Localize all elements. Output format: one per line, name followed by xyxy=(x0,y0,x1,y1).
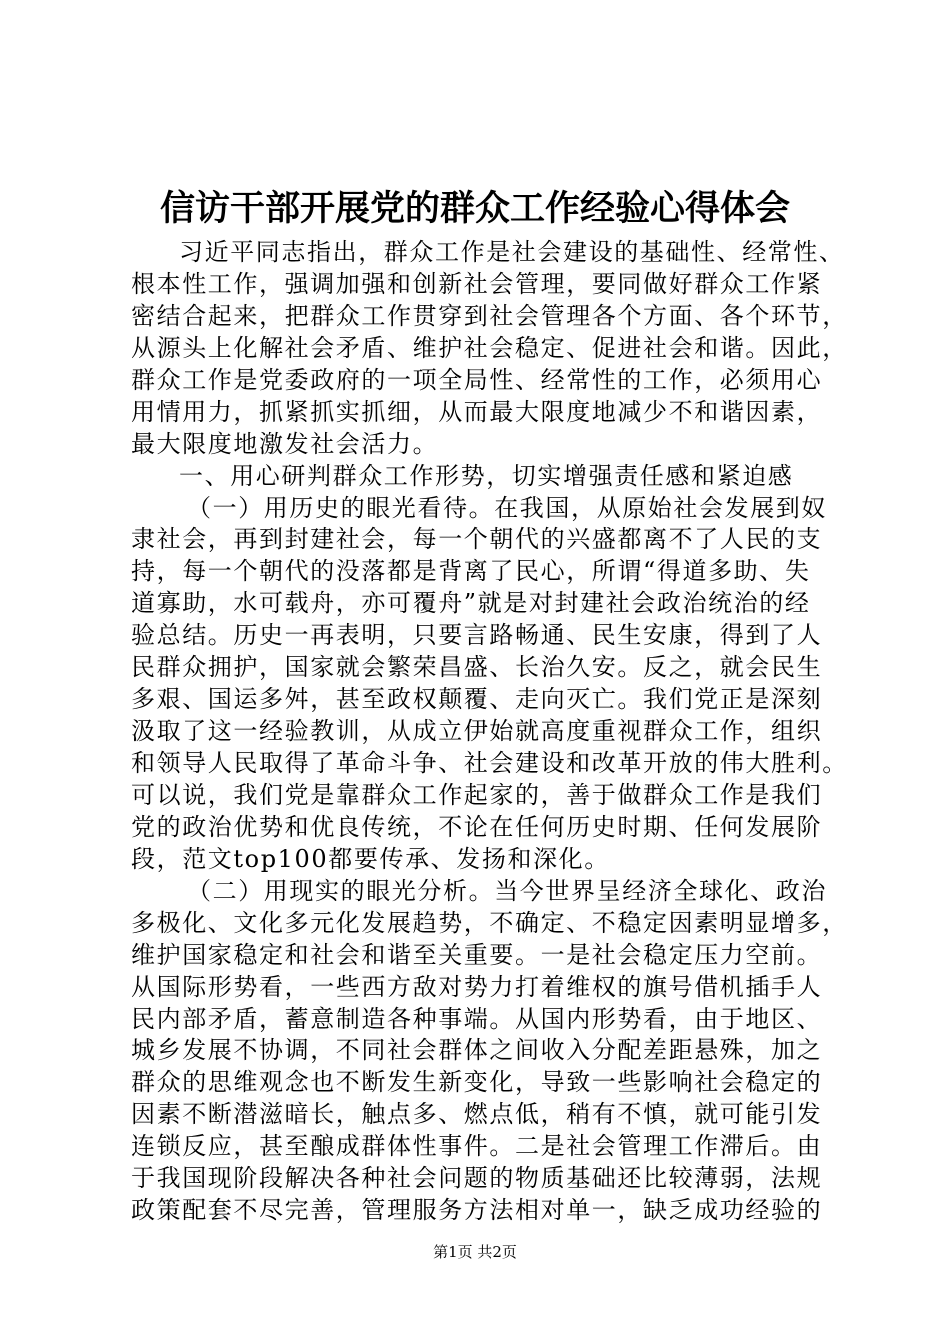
paragraph-line: 因素不断潜滋暗长，触点多、燃点低，稍有不慎，就可能引发 xyxy=(131,1100,823,1129)
paragraph-line: 党的政治优势和优良传统，不论在任何历史时期、任何发展阶 xyxy=(131,812,823,841)
paragraph-line: 根本性工作，强调加强和创新社会管理，要同做好群众工作紧 xyxy=(131,269,823,298)
paragraph-line: 隶社会，再到封建社会，每一个朝代的兴盛都离不了人民的支 xyxy=(131,525,823,554)
paragraph-line: 密结合起来，把群众工作贯穿到社会管理各个方面、各个环节， xyxy=(131,301,848,330)
page-number: 第1页 共2页 xyxy=(433,1243,517,1261)
paragraph-line: 验总结。历史一再表明，只要言路畅通、民生安康，得到了人 xyxy=(131,621,823,650)
subsection-line: （一）用历史的眼光看待。在我国，从原始社会发展到奴 xyxy=(187,493,827,522)
paragraph-line: 持，每一个朝代的没落都是背离了民心，所谓“得道多助、失 xyxy=(131,557,811,586)
document-title: 信访干部开展党的群众工作经验心得体会 xyxy=(159,188,790,229)
paragraph-line: 道寡助，水可载舟，亦可覆舟”就是对封建社会政治统治的经 xyxy=(131,589,811,618)
paragraph-line: 和领导人民取得了革命斗争、社会建设和改革开放的伟大胜利。 xyxy=(131,749,848,777)
paragraph-line: 连锁反应，甚至酿成群体性事件。二是社会管理工作滞后。由 xyxy=(131,1132,823,1161)
paragraph-line: 多极化、文化多元化发展趋势，不确定、不稳定因素明显增多， xyxy=(131,908,848,937)
section-heading: 一、用心研判群众工作形势，切实增强责任感和紧迫感 xyxy=(179,461,794,490)
paragraph-line: 群众工作是党委政府的一项全局性、经常性的工作，必须用心 xyxy=(131,365,823,394)
paragraph-line: 从国际形势看，一些西方敌对势力打着维权的旗号借机插手人 xyxy=(131,972,823,1001)
paragraph-line: 段，范文top100都要传承、发扬和深化。 xyxy=(131,844,610,873)
paragraph-line: 从源头上化解社会矛盾、维护社会稳定、促进社会和谐。因此， xyxy=(131,333,848,362)
subsection-line: （二）用现实的眼光分析。当今世界呈经济全球化、政治 xyxy=(187,876,827,905)
paragraph-line: 民群众拥护，国家就会繁荣昌盛、长治久安。反之，就会民生 xyxy=(131,653,823,682)
paragraph-line: 用情用力，抓紧抓实抓细，从而最大限度地减少不和谐因素， xyxy=(131,397,823,426)
paragraph-line: 习近平同志指出，群众工作是社会建设的基础性、经常性、 xyxy=(179,238,845,266)
paragraph-line: 维护国家稳定和社会和谐至关重要。一是社会稳定压力空前。 xyxy=(131,940,823,969)
paragraph-line: 群众的思维观念也不断发生新变化，导致一些影响社会稳定的 xyxy=(131,1068,823,1097)
document-body xyxy=(131,237,848,1227)
paragraph-line: 于我国现阶段解决各种社会问题的物质基础还比较薄弱，法规 xyxy=(131,1164,823,1193)
paragraph-line: 多艰、国运多舛，甚至政权颠覆、走向灭亡。我们党正是深刻 xyxy=(131,685,823,714)
paragraph-line: 民内部矛盾，蓄意制造各种事端。从国内形势看，由于地区、 xyxy=(131,1004,823,1033)
paragraph-line: 可以说，我们党是靠群众工作起家的，善于做群众工作是我们 xyxy=(131,780,823,809)
paragraph-line: 最大限度地激发社会活力。 xyxy=(131,429,439,458)
paragraph-line: 政策配套不尽完善，管理服务方法相对单一，缺乏成功经验的 xyxy=(131,1196,823,1225)
paragraph-line: 汲取了这一经验教训，从成立伊始就高度重视群众工作，组织 xyxy=(131,717,823,746)
paragraph-line: 城乡发展不协调，不同社会群体之间收入分配差距悬殊，加之 xyxy=(131,1036,823,1065)
